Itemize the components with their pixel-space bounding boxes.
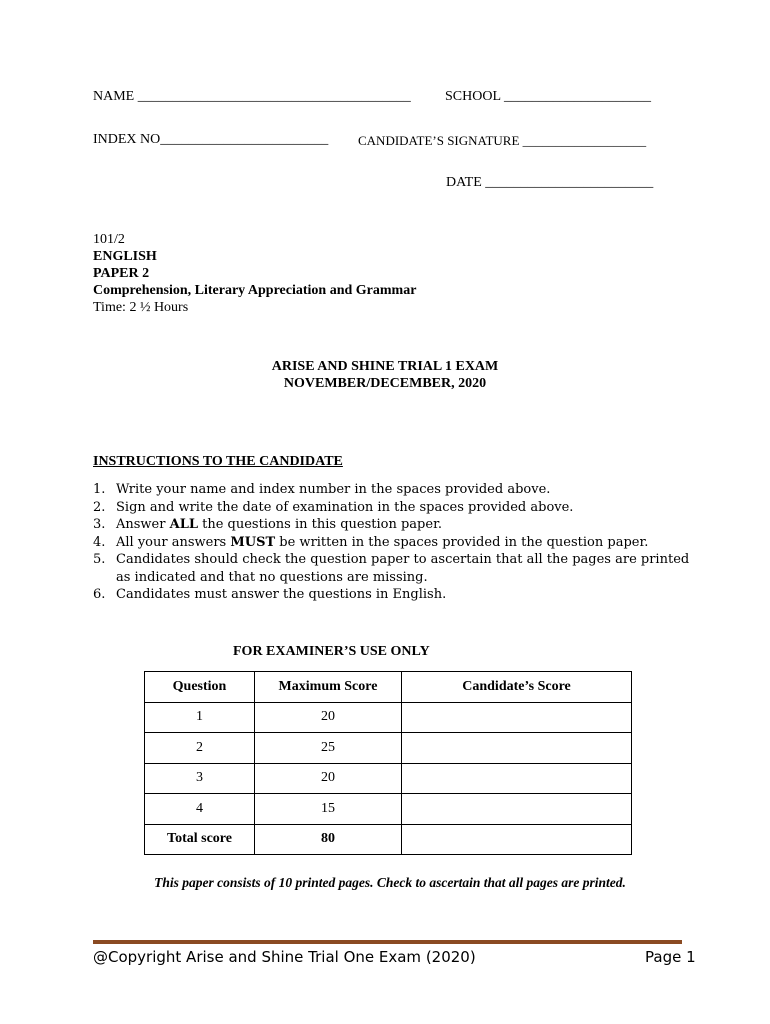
date-field: DATE ________________________ (446, 175, 654, 190)
question-number: 2 (145, 733, 255, 764)
candidate-score[interactable] (402, 702, 632, 733)
instruction-number: 1. (93, 482, 106, 497)
instruction-text: be written in the spaces provided in the question paper. (275, 534, 649, 550)
examiner-heading: FOR EXAMINER’S USE ONLY (233, 644, 430, 659)
table-row (145, 702, 632, 733)
candidate-score[interactable] (402, 733, 632, 764)
instruction-number: 2. (93, 499, 106, 515)
name-field: NAME _______________________________________ (93, 89, 411, 104)
instructions-heading: INSTRUCTIONS TO THE CANDIDATE (93, 454, 343, 469)
maximum-score: 20 (255, 702, 402, 733)
page-count-note: This paper consists of 10 printed pages. Check to ascertain that all pages are printed. (154, 875, 626, 890)
total-maximum-score: 80 (255, 824, 402, 855)
instruction-number: 6. (93, 587, 106, 602)
instruction-text: Candidates should check the question paper to ascertain that all the pages are printed as indicated and that no questions are missing. (116, 552, 690, 585)
table-row (145, 763, 632, 794)
instruction-number: 3. (93, 517, 106, 532)
subject: ENGLISH (93, 249, 157, 264)
footer-divider (93, 940, 682, 944)
instructions-list (93, 481, 693, 604)
maximum-score: 25 (255, 733, 402, 764)
paper-info (93, 231, 416, 316)
maximum-score: 15 (255, 794, 402, 825)
question-number: 4 (145, 794, 255, 825)
instruction-item (93, 534, 693, 552)
paper-code: 101/2 (93, 232, 125, 247)
paper-description: Comprehension, Literary Appreciation and Grammar (93, 283, 417, 298)
instruction-text: the questions in this question paper. (197, 517, 442, 532)
paper-number: PAPER 2 (93, 266, 150, 281)
instruction-item (93, 516, 693, 534)
footer-copyright: @Copyright Arise and Shine Trial One Exam (2020) (93, 948, 476, 966)
instruction-item (93, 551, 693, 586)
question-number: 3 (145, 763, 255, 794)
instruction-number: 4. (93, 534, 106, 550)
instruction-text: Candidates must answer the questions in English. (116, 587, 447, 602)
question-number: 1 (145, 702, 255, 733)
candidate-score[interactable] (402, 763, 632, 794)
maximum-score: 20 (255, 763, 402, 794)
instruction-text: All your answers (116, 534, 231, 550)
column-header-maximum-score: Maximum Score (255, 672, 402, 703)
time-allowed: Time: 2 ½ Hours (93, 300, 189, 315)
instruction-item (93, 499, 693, 517)
instruction-emphasis: ALL (169, 517, 198, 532)
total-row (145, 824, 632, 855)
column-header-candidate-score: Candidate’s Score (402, 672, 632, 703)
instruction-text: Sign and write the date of examination in the spaces provided above. (116, 499, 574, 515)
table-row (145, 733, 632, 764)
instruction-text: Write your name and index number in the spaces provided above. (116, 482, 551, 497)
total-candidate-score[interactable] (402, 824, 632, 855)
score-table (144, 671, 632, 855)
column-header-question: Question (145, 672, 255, 703)
instruction-number: 5. (93, 552, 106, 567)
index-no-field: INDEX NO________________________ (93, 132, 329, 147)
instruction-text: Answer (116, 517, 170, 532)
candidate-score[interactable] (402, 794, 632, 825)
instruction-item (93, 481, 693, 499)
school-field: SCHOOL _____________________ (445, 89, 651, 104)
exam-session: NOVEMBER/DECEMBER, 2020 (283, 376, 487, 391)
instruction-item (93, 586, 693, 604)
table-row (145, 794, 632, 825)
exam-title: ARISE AND SHINE TRIAL 1 EXAM (271, 359, 499, 374)
instruction-emphasis: MUST (230, 534, 276, 550)
total-label: Total score (145, 824, 255, 855)
table-header-row (145, 672, 632, 703)
candidate-signature-field: CANDIDATE’S SIGNATURE ___________________ (358, 133, 647, 148)
footer-page-number: Page 1 (645, 948, 696, 966)
